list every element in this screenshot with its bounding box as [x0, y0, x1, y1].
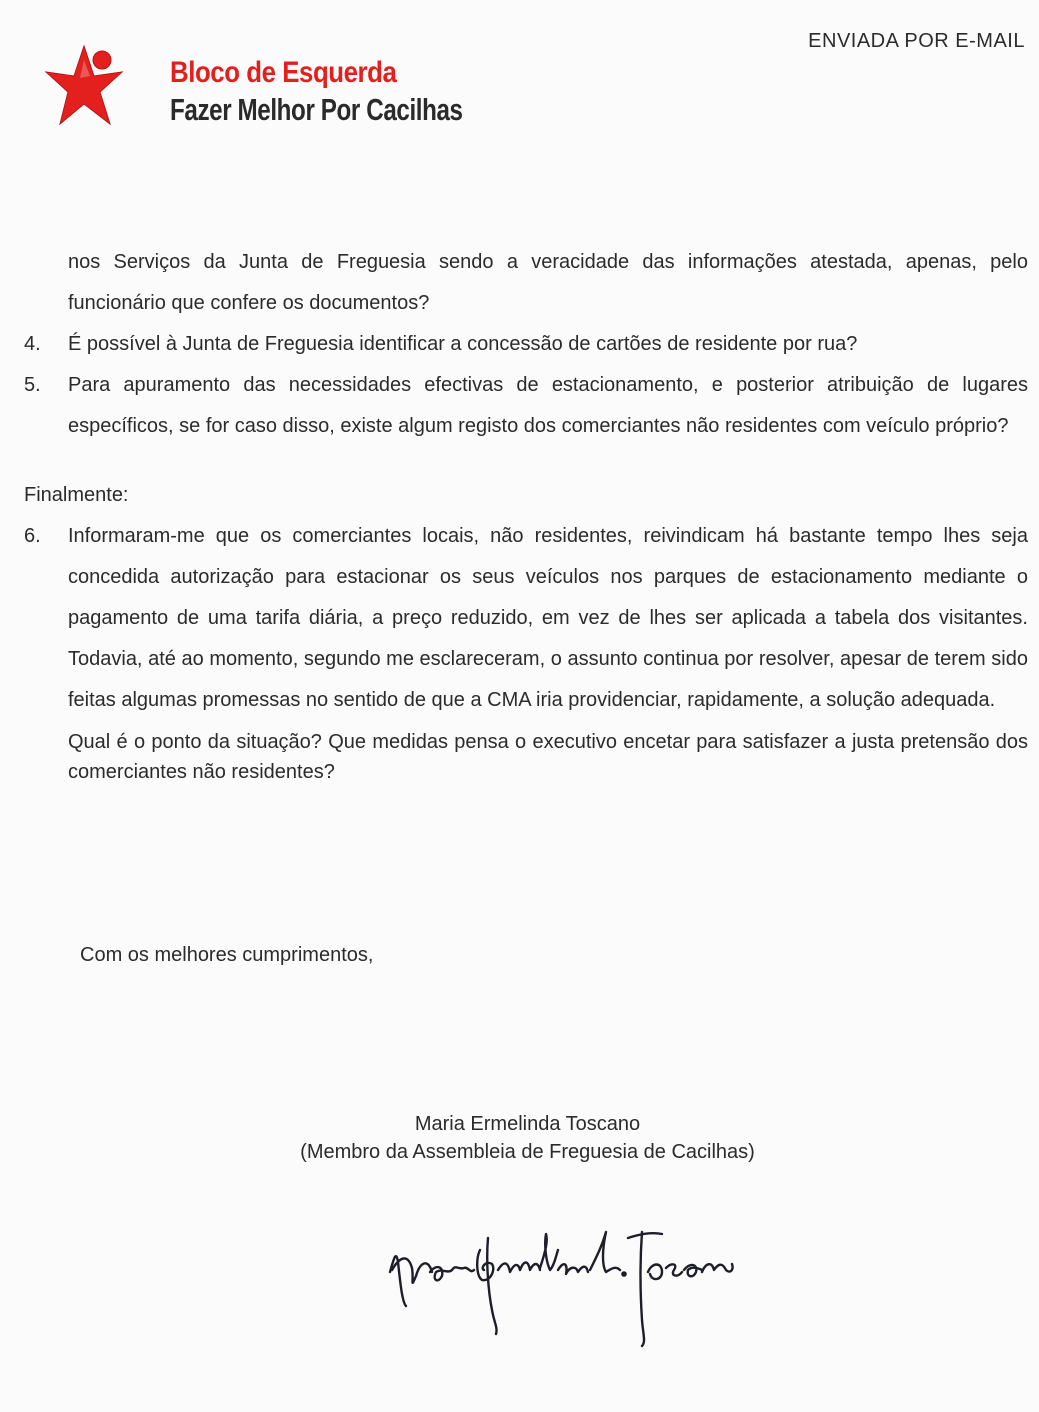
- list-item: [24, 365, 1028, 447]
- closing-salutation: Com os melhores cumprimentos,: [80, 944, 374, 966]
- logo-party-name: Bloco de Esquerda: [170, 56, 397, 89]
- party-logo: [44, 42, 463, 142]
- logo-slogan: Fazer Melhor Por Cacilhas: [170, 92, 463, 127]
- finally-label: Finalmente:: [24, 484, 129, 506]
- list-item: [24, 516, 1028, 721]
- list-item-number: 4.: [24, 333, 41, 355]
- handwritten-signature: [380, 1210, 740, 1350]
- list-item-text: Informaram-me que os comerciantes locais, não residentes, reivindicam há bastante tempo lhes seja concedida autorização para estacionar os seus veículos nos parques de estacionamento mediante o pagamento de uma tarifa diária, a preço reduzido, em vez de lhes ser aplicada a tabela dos visitantes. Todavia, até ao momento, segundo me esclareceram, o assunto continua por resolver, apesar de terem sido feitas algumas promessas no sentido de que a CMA iria providenciar, rapidamente, a solução adequada.: [68, 525, 1028, 711]
- list-item-number: 5.: [24, 374, 41, 396]
- signatory-role: (Membro da Assembleia de Freguesia de Cacilhas): [300, 1141, 755, 1163]
- letter-body: [24, 242, 1028, 787]
- question-paragraph: Qual é o ponto da situação? Que medidas pensa o executivo encetar para satisfazer a justa pretensão dos comerciantes não residentes?: [68, 731, 1028, 783]
- continuation-paragraph: nos Serviços da Junta de Freguesia sendo a veracidade das informações atestada, apenas, pelo funcionário que confere os documentos?: [68, 251, 1028, 314]
- list-item-text: É possível à Junta de Freguesia identificar a concessão de cartões de residente por rua?: [68, 333, 858, 355]
- signatory-name: Maria Ermelinda Toscano: [414, 1113, 641, 1135]
- list-item-text: Para apuramento das necessidades efectivas de estacionamento, e posterior atribuição de lugares específicos, se for caso disso, existe algum registo dos comerciantes não residentes com veículo próprio?: [68, 374, 1028, 437]
- list-item-number: 6.: [24, 525, 41, 547]
- sent-by-email-label: ENVIADA POR E-MAIL: [808, 30, 1025, 52]
- red-star-figure-icon: [44, 42, 124, 128]
- list-item: [24, 324, 1028, 365]
